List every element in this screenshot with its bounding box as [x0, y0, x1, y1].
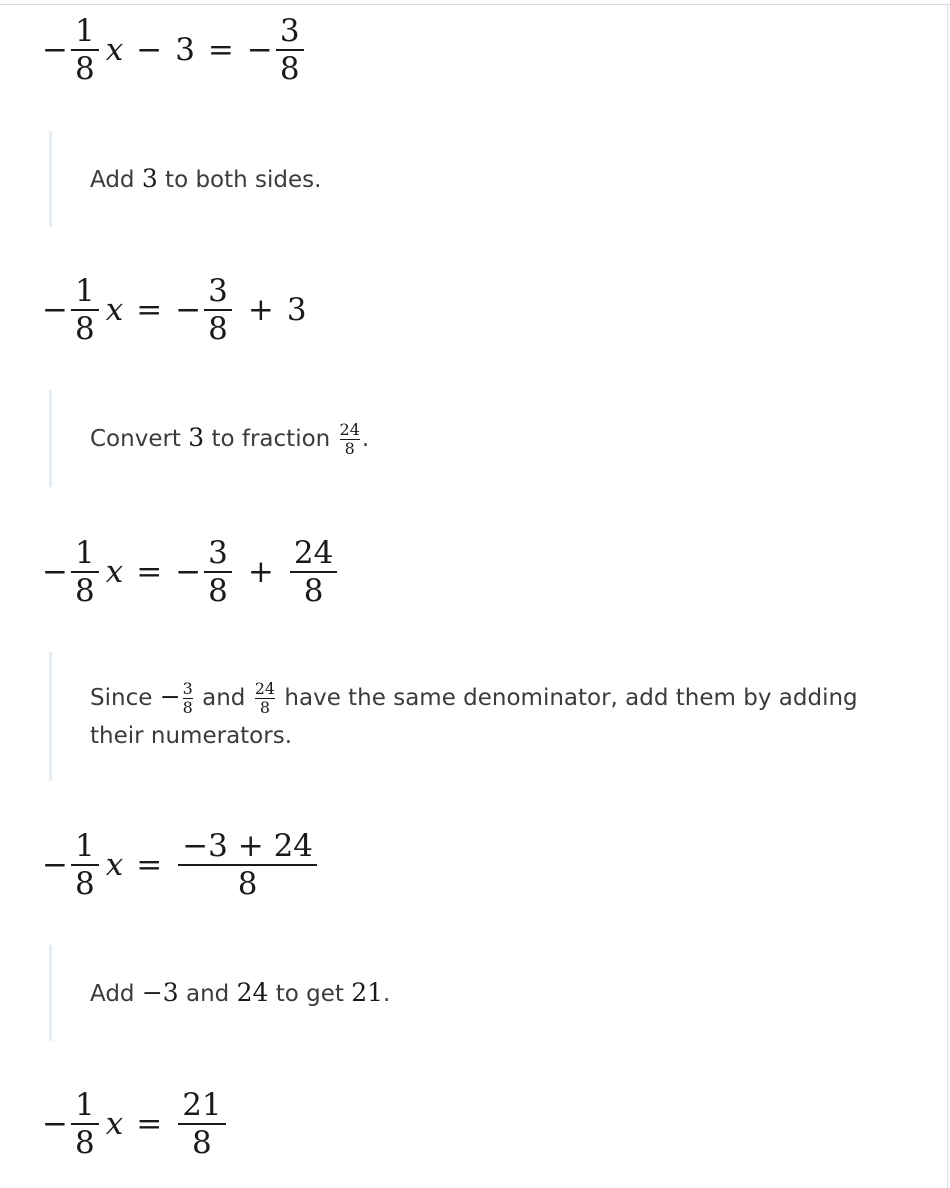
step-explanation-3: [49, 652, 872, 781]
equation-4: [42, 815, 320, 915]
equation-3: [42, 522, 340, 622]
fraction: [178, 828, 317, 902]
text-fragment: .: [383, 980, 391, 1007]
denominator: 8: [74, 572, 95, 609]
minus-sign: −: [42, 32, 68, 68]
text-fragment: to fraction: [204, 426, 338, 452]
numerator: 3: [208, 273, 228, 310]
equals-sign: =: [136, 1106, 163, 1142]
minus-sign: −: [42, 1106, 68, 1142]
inline-fraction: [183, 680, 193, 717]
fraction: [204, 535, 232, 609]
text-fragment: Convert: [90, 426, 189, 452]
step-text: [90, 678, 858, 755]
math-value: −3: [141, 977, 179, 1007]
plus-operator: +: [247, 292, 274, 328]
numerator: 21: [182, 1087, 222, 1124]
text-fragment: have the same denominator, add them by adding: [277, 685, 858, 711]
step-line-2: their numerators.: [90, 723, 293, 749]
denominator: 8: [74, 50, 95, 87]
numerator: −3 + 24: [182, 828, 314, 865]
step-explanation-2: [49, 390, 872, 487]
numerator: 24: [254, 679, 276, 698]
math-value: 21: [351, 977, 384, 1007]
minus-sign: −: [246, 32, 273, 68]
fraction: [290, 535, 337, 609]
inline-fraction: [340, 421, 360, 458]
denominator: 8: [259, 698, 270, 717]
fraction: [71, 535, 99, 609]
denominator: 8: [182, 698, 193, 717]
equals-sign: =: [207, 32, 234, 68]
variable: x: [105, 292, 124, 328]
denominator: 8: [237, 865, 258, 902]
equals-sign: =: [136, 847, 163, 883]
numerator: 3: [279, 13, 300, 50]
constant: 3: [286, 292, 307, 328]
numerator: 1: [74, 1087, 95, 1124]
step-explanation-4: [49, 945, 872, 1041]
minus-sign: −: [159, 682, 181, 711]
variable: x: [105, 847, 124, 883]
text-fragment: .: [361, 426, 370, 452]
numerator: 1: [74, 273, 95, 310]
fraction: [71, 273, 99, 347]
step-line-1: [90, 678, 858, 717]
minus-sign: −: [42, 847, 68, 883]
minus-sign: −: [42, 554, 68, 590]
step-text: [90, 974, 390, 1013]
numerator: 1: [74, 828, 95, 865]
denominator: 8: [74, 310, 95, 347]
step-explanation-1: [49, 131, 872, 227]
fraction: [71, 828, 99, 902]
denominator: 8: [208, 572, 228, 609]
numerator: 3: [208, 535, 228, 572]
fraction: [178, 1087, 225, 1161]
fraction: [204, 273, 232, 347]
minus-sign: −: [175, 554, 202, 590]
text-fragment: and: [194, 685, 253, 711]
equation-5: [42, 1074, 229, 1174]
math-value: 3: [188, 423, 205, 452]
math-value: 3: [141, 163, 158, 193]
denominator: 8: [279, 50, 300, 87]
text-fragment: to get: [268, 980, 352, 1007]
variable: x: [105, 554, 124, 590]
step-text: [90, 419, 369, 458]
denominator: 8: [192, 1124, 212, 1161]
denominator: 8: [208, 310, 228, 347]
numerator: 1: [74, 535, 95, 572]
minus-operator: −: [136, 32, 163, 68]
minus-sign: −: [175, 292, 202, 328]
text-fragment: Add: [90, 166, 142, 193]
equals-sign: =: [136, 554, 163, 590]
constant: 3: [175, 32, 195, 68]
text-fragment: to both sides.: [157, 166, 322, 193]
fraction: [71, 1087, 99, 1161]
step-text: [90, 160, 321, 199]
fraction: [71, 13, 99, 87]
numerator: 3: [182, 679, 193, 698]
right-divider: [947, 4, 948, 1188]
plus-operator: +: [247, 554, 274, 590]
variable: x: [105, 32, 124, 68]
text-fragment: Since: [90, 685, 160, 711]
text-fragment: Add: [90, 980, 142, 1007]
variable: x: [105, 1106, 124, 1142]
text-fragment: and: [178, 980, 237, 1007]
fraction: [276, 13, 304, 87]
equals-sign: =: [136, 292, 163, 328]
minus-sign: −: [42, 292, 68, 328]
inline-fraction: [255, 680, 275, 717]
equation-1: [42, 0, 307, 100]
denominator: 8: [303, 572, 324, 609]
numerator: 1: [74, 13, 95, 50]
math-value: 24: [236, 977, 269, 1007]
numerator: 24: [339, 420, 360, 439]
denominator: 8: [74, 1124, 95, 1161]
denominator: 8: [344, 439, 355, 458]
denominator: 8: [74, 865, 95, 902]
equation-2: [42, 260, 307, 360]
numerator: 24: [293, 535, 334, 572]
